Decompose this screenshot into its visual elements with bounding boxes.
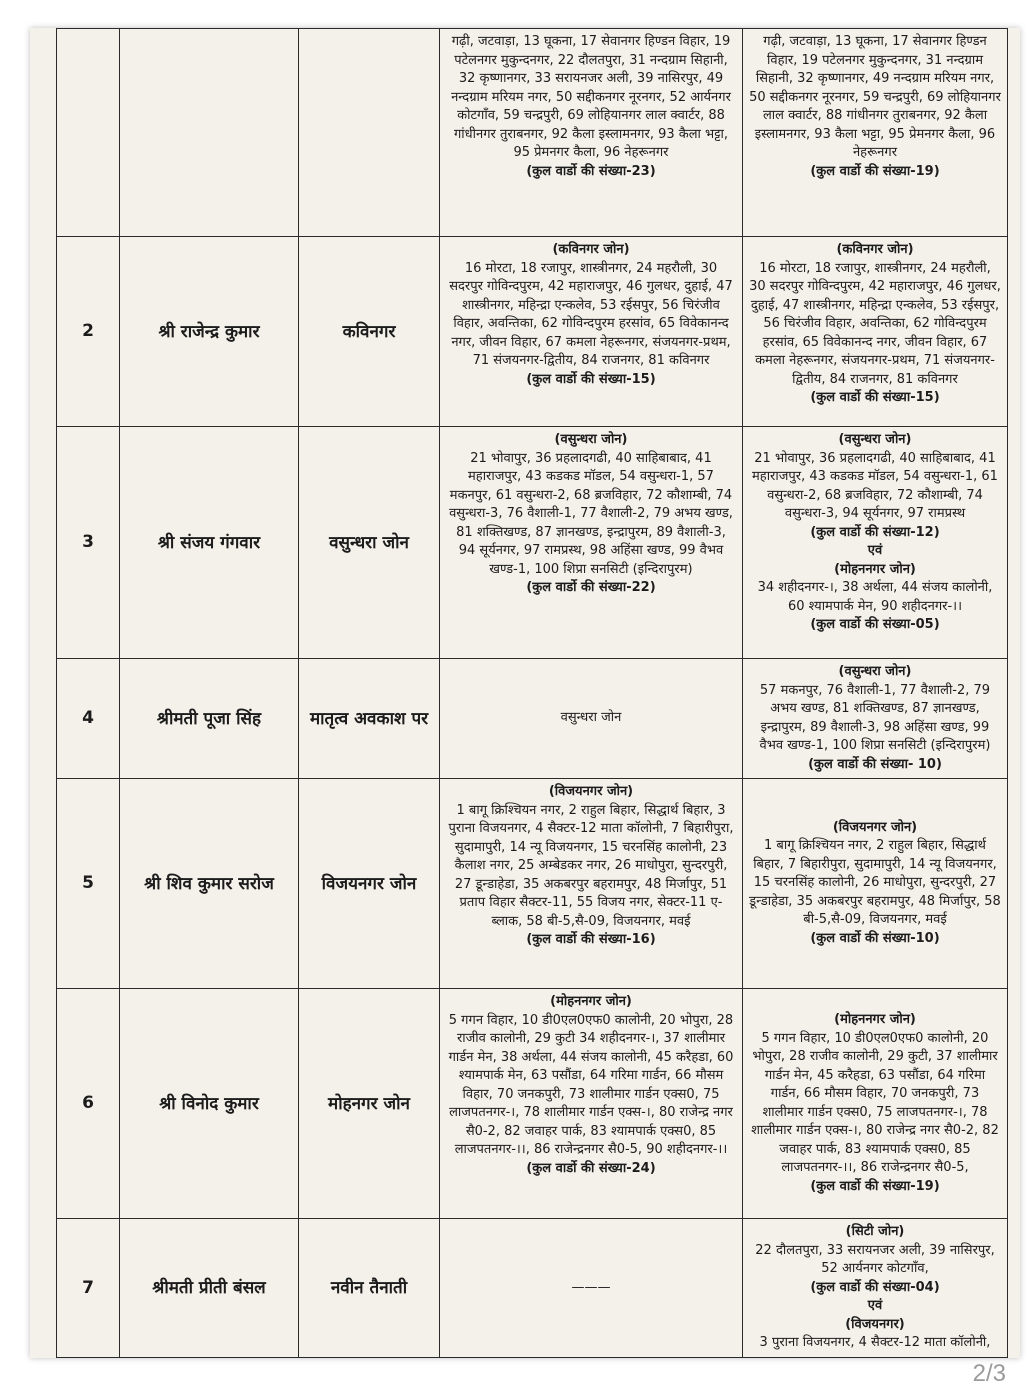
ward-count-total: (कुल वार्डो की संख्या-24) bbox=[526, 1160, 656, 1176]
ward-count-total: (कुल वार्डो की संख्या-05) bbox=[810, 617, 940, 632]
ward-list-text: 34 शहीदनगर-।, 38 अर्थला, 44 संजय कालोनी, 60 श्यामपार्क मेन, 90 शहीदनगर-।। bbox=[757, 580, 993, 614]
new-wards-cell bbox=[743, 237, 1008, 427]
zone-heading: (कविनगर जोन) bbox=[836, 242, 914, 257]
ward-allocation-table-container bbox=[56, 28, 1008, 1358]
zone-cell: विजयनगर जोन bbox=[299, 779, 440, 989]
new-wards-cell bbox=[743, 989, 1008, 1219]
officer-name-cell: श्रीमती प्रीती बंसल bbox=[120, 1219, 299, 1358]
ward-count-total: (कुल वार्डो की संख्या-12) bbox=[810, 524, 940, 540]
ward-list-text: 21 भोवापुर, 36 प्रहलादगढी, 40 साहिबाबाद, 41 महाराजपुर, 43 कडकड मॉडल, 54 वसुन्धरा-1, 57 मकनपुर, 61 वसुन्धरा-2, 68 ब्रजविहार, 72 कौशाम्बी, 74 वसुन्धरा-3, 76 वैशाली-1, 77 वैशाली-2, 79 अभय खण्ड, 81 शक्तिखण्ड, 87 ज्ञानखण्ड, इन्द्रापुरम, 89 वैशाली-3, 94 सूर्यनगर, 97 रामप्रस्थ, 98 अहिंसा खण्ड, 99 वैभव खण्ड-1, 100 शिप्रा सनसिटी (इन्दिरापुरम) bbox=[449, 450, 733, 577]
zone-cell: नवीन तैनाती bbox=[299, 1219, 440, 1358]
previous-wards-cell bbox=[440, 779, 743, 989]
ward-list-text: 57 मकनपुर, 76 वैशाली-1, 77 वैशाली-2, 79 अभय खण्ड, 81 शक्तिखण्ड, 87 ज्ञानखण्ड, इन्द्रापुरम, 89 वैशाली-3, 98 अहिंसा खण्ड, 99 वैभव खण्ड-1, 100 शिप्रा सनसिटी (इन्दिरापुरम) bbox=[759, 682, 991, 753]
serial-number-cell: 3 bbox=[57, 427, 120, 659]
zone-heading: (विजयनगर) bbox=[845, 1316, 905, 1332]
zone-heading: (कविनगर जोन) bbox=[552, 242, 630, 257]
officer-name-cell: श्री राजेन्द्र कुमार bbox=[120, 237, 299, 427]
previous-wards-cell bbox=[440, 29, 743, 237]
previous-wards-cell bbox=[440, 989, 743, 1219]
zone-heading: (मोहननगर जोन) bbox=[834, 1012, 916, 1027]
previous-wards-cell bbox=[440, 1219, 743, 1358]
previous-wards-cell bbox=[440, 659, 743, 779]
zone-cell bbox=[299, 29, 440, 237]
new-wards-cell bbox=[743, 29, 1008, 237]
no-wards-dash: ——— bbox=[571, 1279, 611, 1295]
zone-heading: (सिटी जोन) bbox=[845, 1224, 905, 1239]
zone-heading: (विजयनगर जोन) bbox=[548, 784, 634, 799]
table-row bbox=[57, 779, 1008, 989]
page-indicator: 2/3 bbox=[972, 1360, 1006, 1387]
ward-list-text: गढ़ी, जटवाड़ा, 13 घूकना, 17 सेवानगर हिण्डन विहार, 19 पटेलनगर मुकुन्दनगर, 22 दौलतपुरा, 31 नन्दग्राम सिहानी, 32 कृष्णानगर, 33 सरायनजर अली, 39 नासिरपुर, 49 नन्दग्राम मरियम नगर, 50 सद्दीकनगर नूरनगर, 52 आर्यनगर कोटगाँव, 59 चन्द्रपुरी, 69 लोहियानगर लाल क्वार्टर, 88 गांधीनगर तुराबनगर, 92 कैला इस्लामनगर, 93 कैला भट्टा, 95 प्रेमनगर कैला, 96 नेहरूनगर bbox=[451, 34, 731, 160]
ward-list-text: 5 गगन विहार, 10 डी0एल0एफ0 कालोनी, 20 भोपुरा, 28 राजीव कालोनी, 29 कुटी, 37 शालीमार गार्डन मेन, 45 करैहडा, 63 पसौंडा, 64 गरिमा गार्डन, 66 मौसम विहार, 70 जनकपुरी, 73 शालीमार गार्डन एक्स0, 75 लाजपतनगर-।, 78 शालीमार गार्डन एक्स-।, 80 राजेन्द्र नगर सै0-2, 82 जवाहर पार्क, 83 श्यामपार्क एक्स0, 85 लाजपतनगर-।।, 86 राजेन्द्रनगर सै0-5, bbox=[751, 1030, 999, 1175]
conjunction-text: एवं bbox=[867, 1298, 883, 1313]
serial-number-cell bbox=[57, 29, 120, 237]
ward-list-text: 5 गगन विहार, 10 डी0एल0एफ0 कालोनी, 20 भोपुरा, 28 राजीव कालोनी, 29 कुटी 34 शहीदनगर-।, 37 शालीमार गार्डन मेन, 38 अर्थला, 44 संजय कालोनी, 45 करैहडा, 60 श्यामपार्क मेन, 63 पसौंडा, 64 गरिमा गार्डन, 66 मौसम विहार, 70 जनकपुरी, 73 शालीमार गार्डन एक्स0, 75 लाजपतनगर-।, 78 शालीमार गार्डन एक्स-।, 80 राजेन्द्र नगर सै0-2, 82 जवाहर पार्क, 83 श्यामपार्क एक्स0, 85 लाजपतनगर-।।, 86 राजेन्द्रनगर सै0-5, 90 शहीदनगर-।। bbox=[448, 1012, 734, 1157]
ward-list-text: 1 बागू क्रिश्चियन नगर, 2 राहुल बिहार, सिद्धार्थ बिहार, 3 पुराना विजयनगर, 4 सैक्टर-12 माता कॉलोनी, 7 बिहारीपुरा, सुदामापुरी, 14 न्यू विजयनगर, 15 चरनसिंह कालोनी, 23 कैलाश नगर, 25 अम्बेडकर नगर, 26 माधोपुरा, सुन्दरपुरी, 27 डून्डाहेडा, 35 अकबरपुर बहरामपुर, 48 मिर्जापुर, 51 प्रताप विहार सैक्टर-11, 55 विजय नगर, सेक्टर-11 ए-ब्लाक, 58 बी-5,सै-09, विजयनगर, मवई bbox=[448, 802, 734, 929]
ward-count-total: (कुल वार्डो की संख्या-16) bbox=[526, 932, 656, 947]
zone-heading: (वसुन्धरा जोन) bbox=[838, 432, 912, 447]
ward-list-text: 16 मोरटा, 18 रजापुर, शास्त्रीनगर, 24 महरौली, 30 सदरपुर गोविन्दपुरम, 42 महाराजपुर, 46 गुलधर, दुहाई, 47 शास्त्रीनगर, महिन्द्रा एन्कलेव, 53 रईसपुर, 56 चिरंजीव विहार, अवन्तिका, 62 गोविन्दपुरम हरसांव, 65 विवेकानन्द नगर, जीवन विहार, 67 कमला नेहरूनगर, संजयनगर-प्रथम, 71 संजयनगर-द्वितीय, 84 राजनगर, 81 कविनगर bbox=[749, 260, 1001, 387]
ward-list-text: 21 भोवापुर, 36 प्रहलादगढी, 40 साहिबाबाद, 41 महाराजपुर, 43 कडकड मॉडल, 54 वसुन्धरा-1, 61 वसुन्धरा-2, 68 ब्रजविहार, 72 कौशाम्बी, 74 वसुन्धरा-3, 94 सूर्यनगर, 97 रामप्रस्थ bbox=[752, 450, 998, 521]
serial-number-cell: 4 bbox=[57, 659, 120, 779]
serial-number-cell: 6 bbox=[57, 989, 120, 1219]
zone-cell: मोहनगर जोन bbox=[299, 989, 440, 1219]
table-row bbox=[57, 989, 1008, 1219]
zone-cell: मातृत्व अवकाश पर bbox=[299, 659, 440, 779]
officer-name-cell: श्री संजय गंगवार bbox=[120, 427, 299, 659]
table-row bbox=[57, 427, 1008, 659]
previous-wards-cell bbox=[440, 427, 743, 659]
serial-number-cell: 7 bbox=[57, 1219, 120, 1358]
ward-count-total: (कुल वार्डो की संख्या-19) bbox=[810, 1178, 940, 1194]
serial-number-cell: 5 bbox=[57, 779, 120, 989]
serial-number-cell: 2 bbox=[57, 237, 120, 427]
zone-heading: (वसुन्धरा जोन) bbox=[554, 432, 628, 447]
new-wards-cell bbox=[743, 427, 1008, 659]
previous-wards-cell bbox=[440, 237, 743, 427]
ward-count-total: (कुल वार्डो की संख्या-04) bbox=[810, 1279, 940, 1295]
zone-cell: वसुन्धरा जोन bbox=[299, 427, 440, 659]
ward-count-total: (कुल वार्डो की संख्या-19) bbox=[810, 163, 940, 179]
ward-count-total: (कुल वार्डो की संख्या-23) bbox=[526, 163, 656, 179]
officer-name-cell: श्री विनोद कुमार bbox=[120, 989, 299, 1219]
table-body bbox=[57, 29, 1008, 1358]
officer-name-cell: श्रीमती पूजा सिंह bbox=[120, 659, 299, 779]
table-row bbox=[57, 659, 1008, 779]
ward-list-text: वसुन्धरा जोन bbox=[560, 710, 622, 726]
zone-heading: (मोहननगर जोन) bbox=[834, 561, 916, 577]
ward-count-total: (कुल वार्डो की संख्या- 10) bbox=[808, 756, 942, 772]
ward-list-text: गढ़ी, जटवाड़ा, 13 घूकना, 17 सेवानगर हिण्डन विहार, 19 पटेलनगर मुकुन्दनगर, 31 नन्दग्राम सिहानी, 32 कृष्णानगर, 49 नन्दग्राम मरियम नगर, 50 सद्दीकनगर नूरनगर, 59 चन्द्रपुरी, 69 लोहियानगर लाल क्वार्टर, 88 गांधीनगर तुराबनगर, 92 कैला इस्लामनगर, 93 कैला भट्टा, 95 प्रेमनगर कैला, 96 नेहरूनगर bbox=[749, 34, 1001, 160]
ward-count-total: (कुल वार्डो की संख्या-22) bbox=[526, 580, 656, 595]
table-row bbox=[57, 237, 1008, 427]
ward-list-text: 16 मोरटा, 18 रजापुर, शास्त्रीनगर, 24 महरौली, 30 सदरपुर गोविन्दपुरम, 42 महाराजपुर, 46 गुलधर, दुहाई, 47 शास्त्रीनगर, महिन्द्रा एन्कलेव, 53 रईसपुर, 56 चिरंजीव विहार, अवन्तिका, 62 गोविन्दपुरम हरसांव, 65 विवेकानन्द नगर, जीवन विहार, 67 कमला नेहरूनगर, संजयनगर-प्रथम, 71 संजयनगर-द्वितीय, 84 राजनगर, 81 कविनगर bbox=[449, 260, 733, 368]
ward-list-text: 22 दौलतपुरा, 33 सरायनजर अली, 39 नासिरपुर, 52 आर्यनगर कोटगाँव, bbox=[755, 1242, 995, 1276]
ward-count-total: (कुल वार्डो की संख्या-15) bbox=[526, 371, 656, 387]
officer-name-cell bbox=[120, 29, 299, 237]
ward-list-text: 3 पुराना विजयनगर, 4 सैक्टर-12 माता कॉलोनी, bbox=[759, 1335, 991, 1350]
officer-name-cell: श्री शिव कुमार सरोज bbox=[120, 779, 299, 989]
conjunction-text: एवं bbox=[867, 543, 883, 558]
ward-allocation-table bbox=[56, 28, 1008, 1358]
ward-count-total: (कुल वार्डो की संख्या-10) bbox=[810, 930, 940, 946]
table-row bbox=[57, 29, 1008, 237]
zone-cell: कविनगर bbox=[299, 237, 440, 427]
ward-count-total: (कुल वार्डो की संख्या-15) bbox=[810, 390, 940, 405]
new-wards-cell bbox=[743, 779, 1008, 989]
new-wards-cell bbox=[743, 659, 1008, 779]
new-wards-cell bbox=[743, 1219, 1008, 1358]
zone-heading: (विजयनगर जोन) bbox=[832, 819, 918, 835]
zone-heading: (मोहननगर जोन) bbox=[550, 994, 632, 1009]
table-row bbox=[57, 1219, 1008, 1358]
ward-list-text: 1 बागू क्रिश्चियन नगर, 2 राहुल बिहार, सिद्धार्थ बिहार, 7 बिहारीपुरा, सुदामापुरी, 14 न्यू विजयनगर, 15 चरनसिंह कालोनी, 26 माधोपुरा, सुन्दरपुरी, 27 डून्डाहेडा, 35 अकबरपुर बहरामपुर, 48 मिर्जापुर, 58 बी-5,सै-09, विजयनगर, मवई bbox=[749, 838, 1001, 928]
zone-heading: (वसुन्धरा जोन) bbox=[838, 664, 912, 679]
